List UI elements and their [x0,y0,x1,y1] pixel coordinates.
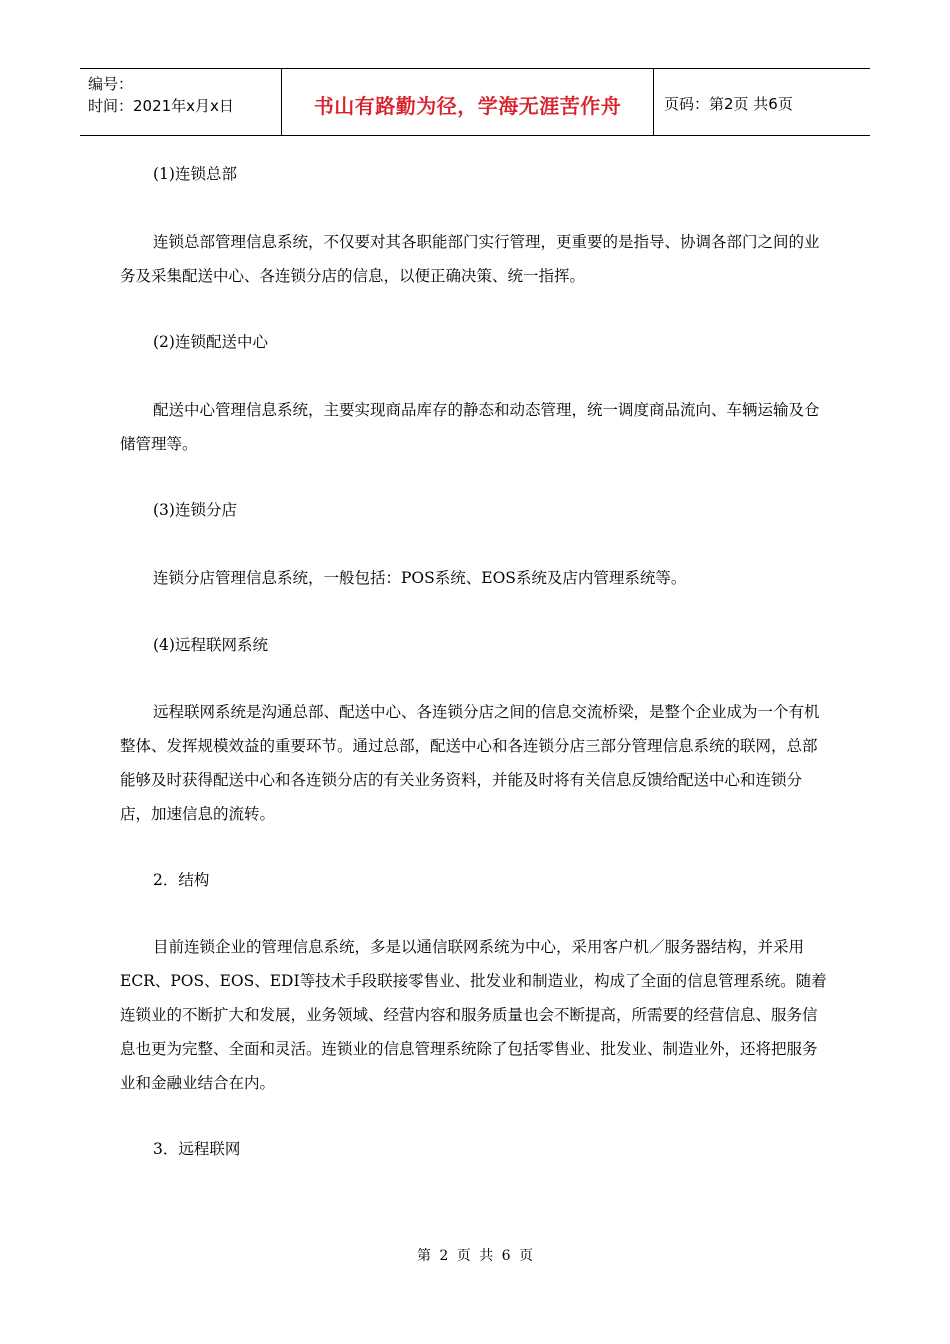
document-time-label: 时间：2021年x月x日 [88,97,234,115]
section-heading: (1)连锁总部 [153,165,237,183]
document-number-label: 编号： [88,75,134,93]
paragraph: 远程联网系统是沟通总部、配送中心、各连锁分店之间的信息交流桥梁，是整个企业成为一个有机整体、发挥规模效益的重要环节。通过总部，配送中心和各连锁分店三部分管理信息系统的联网，总部能够及时获得配送中心和各连锁分店的有关业务资料，并能及时将有关信息反馈给配送中心和连锁分店，加速信息的流转。 [120,703,820,823]
section-heading: (3)连锁分店 [153,501,237,519]
page-header [80,68,870,136]
paragraph: 连锁分店管理信息系统，一般包括：POS系统、EOS系统及店内管理系统等。 [153,569,687,587]
header-divider [653,69,654,135]
section-heading: 2．结构 [153,871,210,889]
paragraph: 连锁总部管理信息系统，不仅要对其各职能部门实行管理，更重要的是指导、协调各部门之间的业务及采集配送中心、各连锁分店的信息，以便正确决策、统一指挥。 [120,233,820,285]
section-heading: (4)远程联网系统 [153,636,268,654]
paragraph: 目前连锁企业的管理信息系统，多是以通信联网系统为中心，采用客户机／服务器结构，并采用ECR、POS、EOS、EDI等技术手段联接零售业、批发业和制造业，构成了全面的信息管理系统。随着连锁业的不断扩大和发展，业务领域、经营内容和服务质量也会不断提高，所需要的经营信息、服务信息也更为完整、全面和灵活。连锁业的信息管理系统除了包括零售业、批发业、制造业外，还将把服务业和金融业结合在内。 [120,938,827,1092]
page-footer: 第 2 页 共 6 页 [416,1248,534,1264]
header-page-number: 页码：第2页 共6页 [664,95,793,113]
section-heading: 3．远程联网 [153,1140,241,1158]
header-meta [88,73,234,117]
section-heading: (2)连锁配送中心 [153,333,268,351]
header-motto: 书山有路勤为径，学海无涯苦作舟 [313,94,622,118]
paragraph: 配送中心管理信息系统，主要实现商品库存的静态和动态管理，统一调度商品流向、车辆运输及仓储管理等。 [120,401,820,453]
